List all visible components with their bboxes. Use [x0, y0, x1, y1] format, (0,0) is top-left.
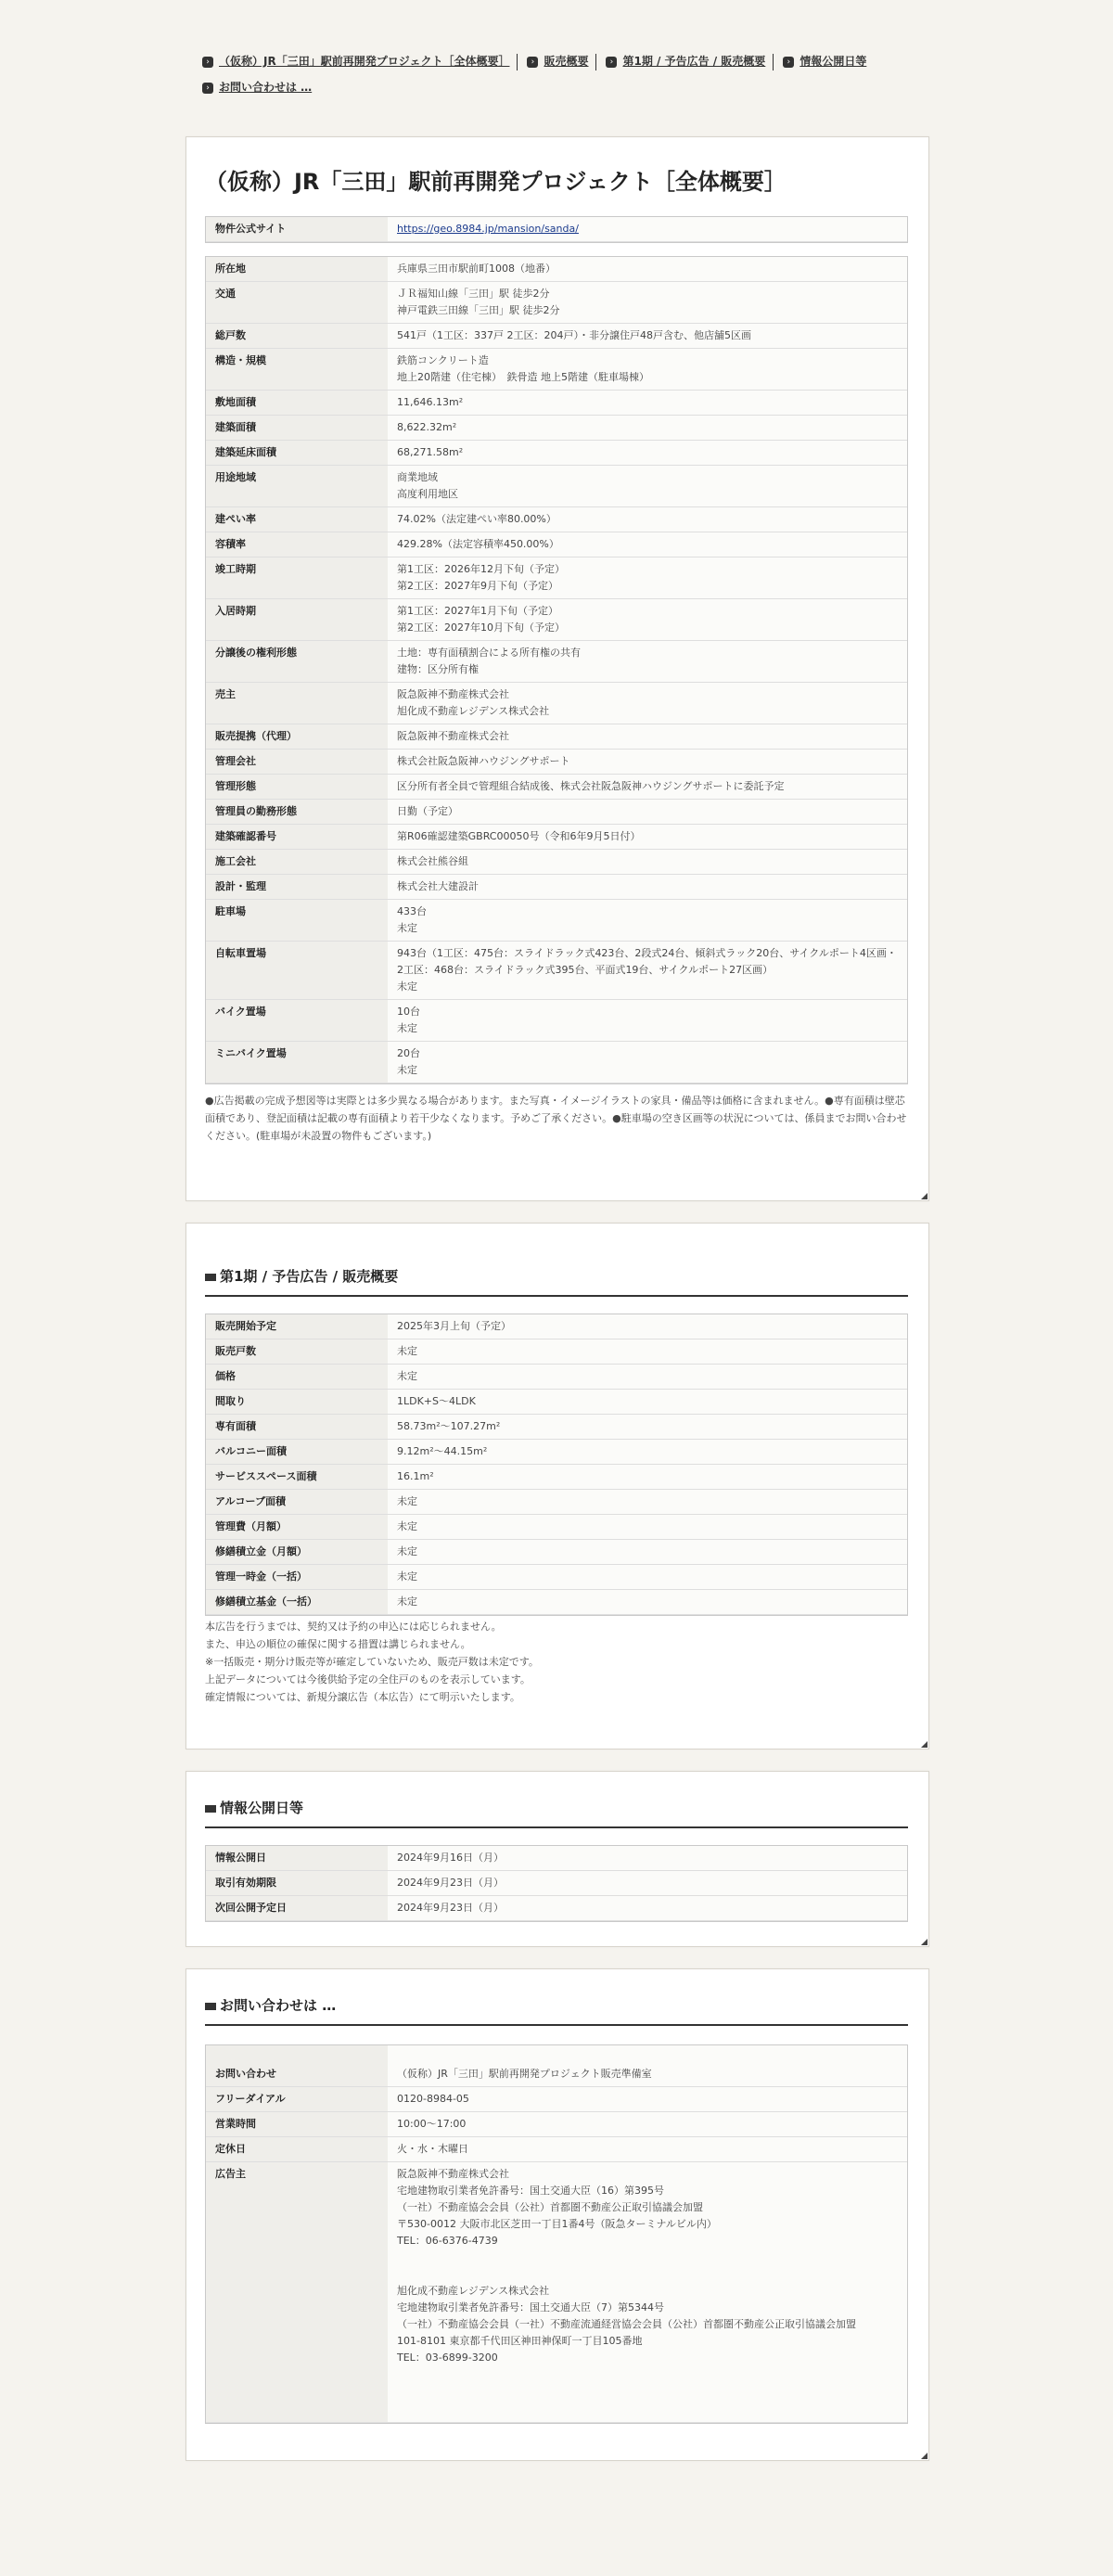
nav-link[interactable]: お問い合わせは … — [219, 81, 313, 94]
row-value: 68,271.58m² — [388, 441, 907, 466]
table-row — [206, 257, 907, 282]
row-label: バイク置場 — [206, 1000, 388, 1042]
info-table-frame — [205, 1845, 908, 1922]
row-label: 設計・監理 — [206, 875, 388, 900]
row-label: 建築確認番号 — [206, 825, 388, 850]
chevron-right-icon: › — [202, 57, 213, 68]
table-row — [206, 1515, 907, 1540]
table-row — [206, 391, 907, 416]
sale-table — [206, 1314, 907, 1615]
row-label: 竣工時期 — [206, 557, 388, 599]
nav-link[interactable]: （仮称）JR「三田」駅前再開発プロジェクト［全体概要］ — [219, 55, 510, 68]
section-heading-text: 情報公開日等 — [220, 1800, 304, 1816]
heading-icon — [205, 1805, 216, 1813]
sale-card — [186, 1223, 929, 1749]
table-row — [206, 324, 907, 349]
table-row — [206, 2162, 907, 2423]
row-label: ミニバイク置場 — [206, 1042, 388, 1083]
table-row — [206, 1540, 907, 1565]
nav-link[interactable]: 第1期 / 予告広告 / 販売概要 — [622, 55, 766, 68]
table-row — [206, 683, 907, 724]
row-value: 株式会社大建設計 — [388, 875, 907, 900]
chevron-right-icon: › — [527, 57, 538, 68]
row-value: 2024年9月23日（月） — [388, 1896, 907, 1921]
table-row — [206, 2045, 907, 2087]
row-value: 未定 — [388, 1515, 907, 1540]
chevron-right-icon: › — [783, 57, 794, 68]
row-label: 分譲後の権利形態 — [206, 641, 388, 683]
row-label: 販売提携（代理） — [206, 724, 388, 750]
info-card — [186, 1771, 929, 1947]
row-value: 阪急阪神不動産株式会社 宅地建物取引業者免許番号：国土交通大臣（16）第395号 （一社）不動産協会会員（公社）首都圏不動産公正取引協議会加盟 〒530-0012 大阪市北区芝田一丁目1番4号（阪急ターミナルビル内） TEL：06-6376-4739 旭化成不動産レジデンス株式会社 宅地建物取引業者免許番号：国土交通大臣（7）第5344号 （一社）不動産協会会員（一社）不動産流通経営協会会員（公社）首都圏不動産公正取引協議会加盟 101-8101 東京都千代田区神田神保町一丁目105番地 TEL：03-6899-3200 — [388, 2162, 907, 2423]
resize-handle — [921, 1939, 928, 1945]
table-row — [206, 775, 907, 800]
row-label: バルコニー面積 — [206, 1440, 388, 1465]
heading-icon — [205, 1274, 216, 1281]
row-value: 商業地域 高度利用地区 — [388, 466, 907, 507]
row-value: 943台（1工区：475台：スライドラック式423台、2段式24台、傾斜式ラック20台、サイクルポート4区画・2工区：468台：スライドラック式395台、平面式19台、サイクルポート27区画） 未定 — [388, 942, 907, 1000]
table-row — [206, 532, 907, 557]
section-heading-text: お問い合わせは … — [220, 1997, 337, 2014]
row-label: 建ぺい率 — [206, 507, 388, 532]
contact-table — [206, 2045, 907, 2423]
resize-handle — [921, 1193, 928, 1199]
row-label: 容積率 — [206, 532, 388, 557]
nav-divider — [517, 54, 518, 70]
row-value: 8,622.32m² — [388, 416, 907, 441]
row-value: 区分所有者全員で管理組合結成後、株式会社阪急阪神ハウジングサポートに委託予定 — [388, 775, 907, 800]
table-row — [206, 1896, 907, 1921]
row-value: 阪急阪神不動産株式会社 旭化成不動産レジデンス株式会社 — [388, 683, 907, 724]
row-label: 管理形態 — [206, 775, 388, 800]
row-label: 敷地面積 — [206, 391, 388, 416]
table-row — [206, 641, 907, 683]
nav-link[interactable]: 販売概要 — [544, 55, 589, 68]
row-label: 修繕積立金（月額） — [206, 1540, 388, 1565]
row-value: 20台 未定 — [388, 1042, 907, 1083]
row-value: 火・水・木曜日 — [388, 2137, 907, 2162]
overview-note: ●広告掲載の完成予想図等は実際とは多少異なる場合があります。また写真・イメージイラストの家具・備品等は価格に含まれません。●専有面積は壁芯面積であり、登記面積は記載の専有面積より若干少なくなります。予めご了承ください。●駐車場の空き区画等の状況については、係員までお問い合わせください。(駐車場が未設置の物件もございます。) — [205, 1095, 907, 1142]
row-label: 管理員の勤務形態 — [206, 800, 388, 825]
row-label: 管理費（月額） — [206, 1515, 388, 1540]
row-label: 販売開始予定 — [206, 1314, 388, 1339]
table-row — [206, 466, 907, 507]
section-heading-text: 第1期 / 予告広告 / 販売概要 — [220, 1268, 399, 1285]
row-value: 2024年9月23日（月） — [388, 1871, 907, 1896]
table-row — [206, 800, 907, 825]
contact-card — [186, 1968, 929, 2461]
table-row — [206, 900, 907, 942]
top-nav — [202, 48, 926, 100]
table-row — [206, 724, 907, 750]
row-value: 阪急阪神不動産株式会社 — [388, 724, 907, 750]
row-label: 販売戸数 — [206, 1339, 388, 1365]
table-row — [206, 1590, 907, 1615]
table-row — [206, 349, 907, 391]
row-label: 駐車場 — [206, 900, 388, 942]
heading-icon — [205, 2003, 216, 2010]
official-site-row — [206, 217, 907, 242]
row-value: 2024年9月16日（月） — [388, 1846, 907, 1871]
overview-card — [186, 136, 929, 1201]
chevron-right-icon: › — [606, 57, 617, 68]
row-value: ＪＲ福知山線「三田」駅 徒歩2分 神戸電鉄三田線「三田」駅 徒歩2分 — [388, 282, 907, 324]
table-row — [206, 1000, 907, 1042]
table-row — [206, 416, 907, 441]
nav-item-info[interactable] — [783, 48, 866, 74]
table-row — [206, 1871, 907, 1896]
row-value: 未定 — [388, 1339, 907, 1365]
row-value: 未定 — [388, 1365, 907, 1390]
nav-item-overview[interactable] — [202, 48, 509, 74]
nav-item-contact[interactable] — [202, 74, 312, 100]
row-label: 建築延床面積 — [206, 441, 388, 466]
row-value: 日勤（予定） — [388, 800, 907, 825]
row-value: 2025年3月上旬（予定） — [388, 1314, 907, 1339]
table-row — [206, 750, 907, 775]
row-value: 429.28%（法定容積率450.00%） — [388, 532, 907, 557]
row-value: 未定 — [388, 1540, 907, 1565]
row-value: 株式会社阪急阪神ハウジングサポート — [388, 750, 907, 775]
table-row — [206, 1365, 907, 1390]
row-label: サービススペース面積 — [206, 1465, 388, 1490]
row-label: 建築面積 — [206, 416, 388, 441]
row-value: 58.73m²〜107.27m² — [388, 1415, 907, 1440]
row-value: （仮称）JR「三田」駅前再開発プロジェクト販売準備室 — [388, 2045, 907, 2087]
row-label: 入居時期 — [206, 599, 388, 641]
row-label: 自転車置場 — [206, 942, 388, 1000]
row-value: 541戸（1工区：337戸 2工区：204戸）・非分譲住戸48戸含む、他店舗5区画 — [388, 324, 907, 349]
table-row — [206, 1440, 907, 1465]
row-value: 未定 — [388, 1565, 907, 1590]
row-value: 1LDK+S〜4LDK — [388, 1390, 907, 1415]
table-row — [206, 441, 907, 466]
table-row — [206, 1042, 907, 1083]
table-row — [206, 825, 907, 850]
row-label: 間取り — [206, 1390, 388, 1415]
info-table — [206, 1846, 907, 1921]
row-label: 売主 — [206, 683, 388, 724]
table-row — [206, 1846, 907, 1871]
row-label: お問い合わせ — [206, 2045, 388, 2087]
row-value: 未定 — [388, 1590, 907, 1615]
official-site-box — [205, 216, 908, 243]
page-title: （仮称）JR「三田」駅前再開発プロジェクト［全体概要］ — [205, 169, 787, 195]
row-value: 第1工区：2026年12月下旬（予定） 第2工区：2027年9月下旬（予定） — [388, 557, 907, 599]
row-value: 鉄筋コンクリート造 地上20階建（住宅棟） 鉄骨造 地上5階建（駐車場棟） — [388, 349, 907, 391]
row-value: 10台 未定 — [388, 1000, 907, 1042]
row-label: フリーダイアル — [206, 2087, 388, 2112]
row-value: 第1工区：2027年1月下旬（予定） 第2工区：2027年10月下旬（予定） — [388, 599, 907, 641]
resize-handle — [921, 1741, 928, 1748]
row-value: 10:00〜17:00 — [388, 2112, 907, 2137]
row-value: 11,646.13m² — [388, 391, 907, 416]
table-row — [206, 599, 907, 641]
resize-handle — [921, 2453, 928, 2459]
table-row — [206, 2112, 907, 2137]
table-row — [206, 1565, 907, 1590]
section-heading — [205, 1995, 908, 2026]
nav-divider — [595, 54, 596, 70]
overview-table — [206, 257, 907, 1083]
row-value: 株式会社熊谷組 — [388, 850, 907, 875]
row-label: 施工会社 — [206, 850, 388, 875]
contact-table-frame — [205, 2044, 908, 2424]
row-value: 0120-8984-05 — [388, 2087, 907, 2112]
row-label: 総戸数 — [206, 324, 388, 349]
table-row — [206, 2137, 907, 2162]
official-site-link[interactable]: https://geo.8984.jp/mansion/sanda/ — [397, 223, 579, 235]
row-value: 9.12m²〜44.15m² — [388, 1440, 907, 1465]
table-row — [206, 875, 907, 900]
table-row — [206, 507, 907, 532]
table-row — [206, 942, 907, 1000]
table-row — [206, 2087, 907, 2112]
row-label: 広告主 — [206, 2162, 388, 2423]
overview-table-frame — [205, 256, 908, 1084]
chevron-right-icon: › — [202, 83, 213, 94]
table-row — [206, 850, 907, 875]
row-label: 物件公式サイト — [206, 217, 388, 242]
row-label: 次回公開予定日 — [206, 1896, 388, 1921]
row-label: 修繕積立基金（一括） — [206, 1590, 388, 1615]
nav-item-sales[interactable] — [527, 48, 588, 74]
sale-table-frame — [205, 1314, 908, 1616]
table-row — [206, 1465, 907, 1490]
row-label: 構造・規模 — [206, 349, 388, 391]
row-label: 所在地 — [206, 257, 388, 282]
sale-note: 本広告を行うまでは、契約又は予約の申込には応じられません。 また、申込の順位の確保に関する措置は講じられません。 ※一括販売・期分け販売等が確定していないため、販売戸数は未定です。 上記データについては今後供給予定の全住戸のものを表示しています。 確定情報については、新規分譲広告（本広告）にて明示いたします。 — [205, 1621, 539, 1703]
nav-item-phase1[interactable] — [606, 48, 765, 74]
section-heading — [205, 1266, 908, 1297]
table-row — [206, 1314, 907, 1339]
row-value: 兵庫県三田市駅前町1008（地番） — [388, 257, 907, 282]
row-label: 営業時間 — [206, 2112, 388, 2137]
row-value: 74.02%（法定建ぺい率80.00%） — [388, 507, 907, 532]
row-label: 交通 — [206, 282, 388, 324]
table-row — [206, 557, 907, 599]
row-value: 16.1m² — [388, 1465, 907, 1490]
row-label: 取引有効期限 — [206, 1871, 388, 1896]
table-row — [206, 1390, 907, 1415]
row-label: 専有面積 — [206, 1415, 388, 1440]
row-label: 管理会社 — [206, 750, 388, 775]
row-value: 第R06確認建築GBRC00050号（令和6年9月5日付） — [388, 825, 907, 850]
row-value: 未定 — [388, 1490, 907, 1515]
table-row — [206, 1339, 907, 1365]
row-label: 情報公開日 — [206, 1846, 388, 1871]
nav-divider — [773, 54, 774, 70]
row-label: 価格 — [206, 1365, 388, 1390]
row-label: アルコーブ面積 — [206, 1490, 388, 1515]
row-value: 土地：専有面積割合による所有権の共有 建物：区分所有権 — [388, 641, 907, 683]
table-row — [206, 1415, 907, 1440]
section-heading — [205, 1798, 908, 1828]
row-label: 管理一時金（一括） — [206, 1565, 388, 1590]
table-row — [206, 1490, 907, 1515]
nav-link[interactable]: 情報公開日等 — [800, 55, 867, 68]
row-label: 用途地域 — [206, 466, 388, 507]
table-row — [206, 282, 907, 324]
row-label: 定休日 — [206, 2137, 388, 2162]
row-value: 433台 未定 — [388, 900, 907, 942]
